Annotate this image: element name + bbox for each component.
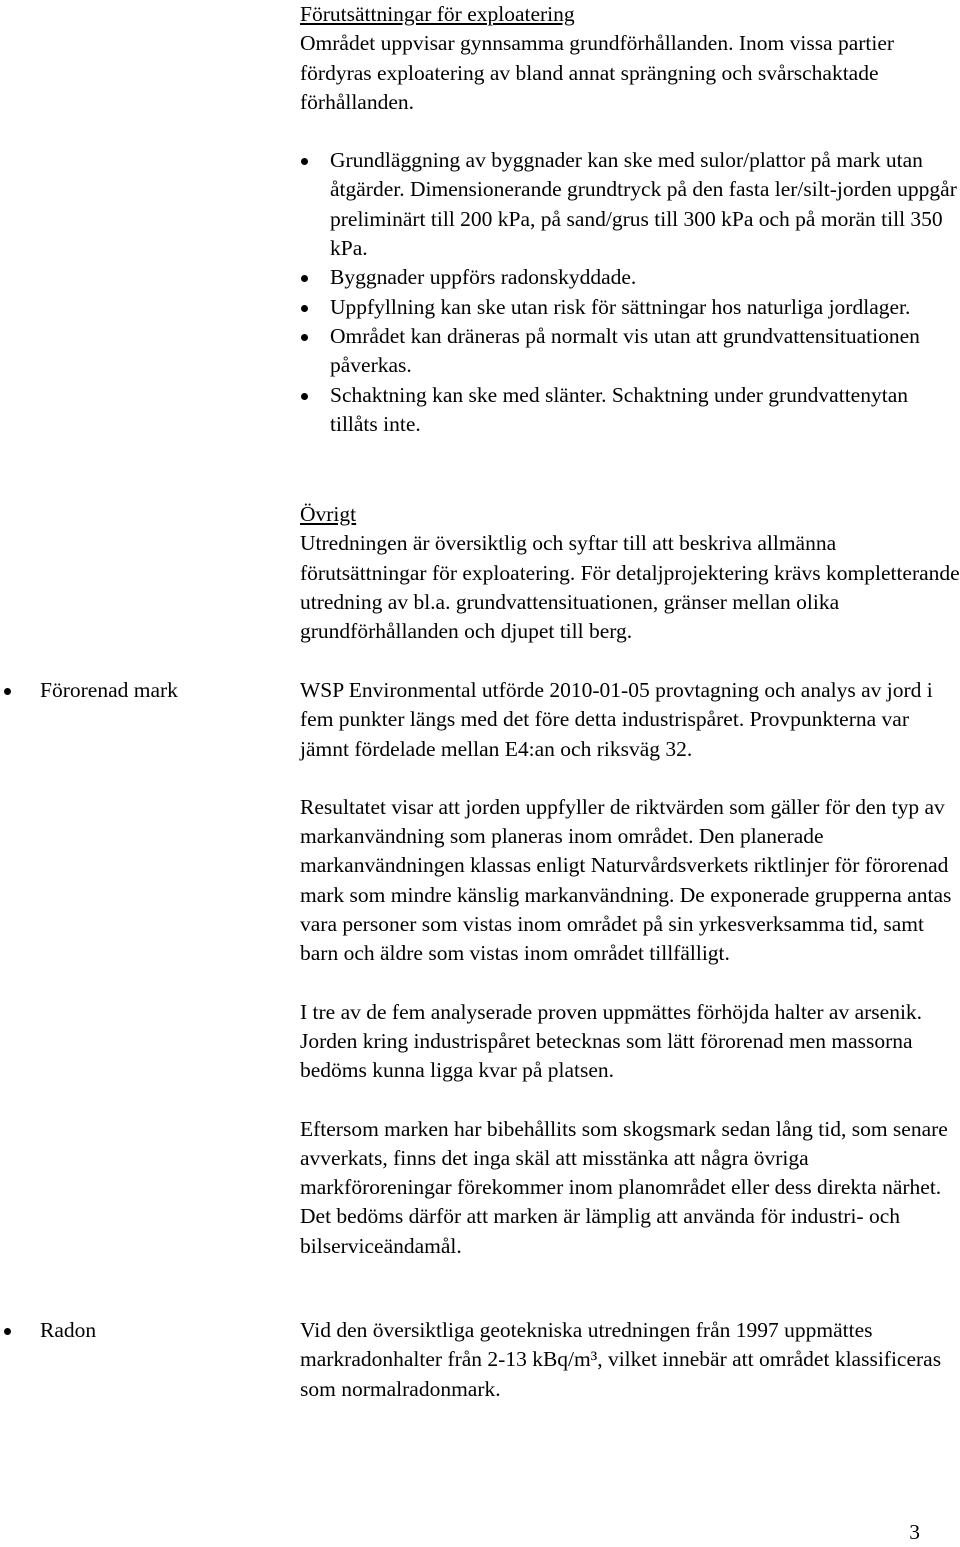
list-item: Uppfyllning kan ske utan risk för sättningar hos naturliga jordlager. — [300, 293, 960, 322]
bullet-icon — [301, 393, 308, 400]
list-item: Schaktning kan ske med slänter. Schaktning under grundvattenytan tillåts inte. — [300, 381, 960, 440]
list-item: Området kan dräneras på normalt vis utan att grundvattensituationen påverkas. — [300, 322, 960, 381]
section-intro: Området uppvisar gynnsamma grundförhållanden. Inom vissa partier fördyras exploatering av bland annat sprängning och svårschaktade förhållanden. — [300, 31, 895, 114]
section-fororenad-mark — [300, 676, 960, 1261]
page-number: 3 — [909, 1520, 920, 1544]
bullet-icon — [301, 275, 308, 282]
document-page: Förutsättningar för exploatering Området uppvisar gynnsamma grundförhållanden. Inom vissa partier fördyras exploatering av bland annat sprängning och svårschaktade förhållanden. Grundläggning av byggnader kan ske med sulor/plattor på mark utan åtgärder. Dimensionerande grundtryck på den fasta ler/silt-jorden uppgår preliminärt till 200 kPa, på sand/grus till 300 kPa och på morän till 350 kPa. Byggnader uppförs radonskyddade. Uppfyllning kan ske utan risk för sättningar hos naturliga jordlager. Området kan dräneras på normalt vis utan att grundvattensituationen påverkas. Schaktning kan ske med slänter. Schaktning under grundvattenytan tillåts inte. Övrigt Utredningen är översiktlig och syftar till att beskriva allmänna förutsättningar för exploatering. För detaljprojektering krävs kompletterande utredning av bl.a. grundvattensituationen, gränser mellan olika grundförhållanden och djupet till berg. Förorenad mark WSP Environmental utförde 2010-01-05 provtagning och analys av jord i fem punkter längs med det före detta industrispåret. Provpunkterna var jämnt fördelade mellan E4:an och riksväg 32. Resultatet visar att jorden uppfyller de riktvärden som gäller för den typ av markanvändning som planeras inom området. Den planerade markanvändningen klassas enligt Naturvårdsverkets riktlinjer för förorenad mark som mindre känslig markanvändning. De exponerade grupperna antas vara personer som vistas inom området på sin yrkesverksamma tid, samt barn och äldre som vistas inom området tillfälligt. I tre av de fem analyserade proven uppmättes förhöjda halter av arsenik. Jorden kring industrispåret betecknas som lätt förorenad men massorna bedöms kunna ligga kvar på platsen. Eftersom marken har bibehållits som skogsmark sedan lång tid, som senare avverkats, finns det inga skäl att misstänka att några övriga markföroreningar förekommer inom planområdet eller dess direkta närhet. Det bedöms därför att marken är lämplig att använda för industri- och bilserviceändamål. Radon Vid den översiktliga geotekniska utredningen från 1997 uppmättes markradonhalter från 2-13 kBq/m³, vilket innebär att området klassificeras som normalradonmark. 3 — [0, 0, 960, 1543]
bullet-icon — [4, 1328, 11, 1335]
bullet-list — [300, 146, 960, 439]
bullet-icon — [301, 305, 308, 312]
section-text: Utredningen är översiktlig och syftar till att beskriva allmänna förutsättningar för exploatering. För detaljprojektering krävs kompletterande utredning av bl.a. grundvattensituationen, gränser mellan olika grundförhållanden och djupet till berg. — [300, 531, 960, 644]
paragraph: Vid den översiktliga geotekniska utredningen från 1997 uppmättes markradonhalter från 2-13 kBq/m³, vilket innebär att området klassificeras som normalradonmark. — [300, 1318, 942, 1401]
bullet-icon — [4, 688, 11, 695]
list-item: Grundläggning av byggnader kan ske med sulor/plattor på mark utan åtgärder. Dimensionerande grundtryck på den fasta ler/silt-jorden uppgår preliminärt till 200 kPa, på sand/grus till 300 kPa och på morän till 350 kPa. — [300, 146, 960, 263]
section-heading: Övrigt — [300, 502, 357, 526]
bullet-icon — [301, 334, 308, 341]
paragraph: I tre av de fem analyserade proven uppmättes förhöjda halter av arsenik. Jorden kring industrispåret betecknas som lätt förorenad men massorna bedöms kunna ligga kvar på platsen. — [300, 999, 923, 1083]
section-exploatering — [300, 0, 960, 439]
section-ovrigt — [300, 500, 960, 646]
paragraph: Eftersom marken har bibehållits som skogsmark sedan lång tid, som senare avverkats, finns det inga skäl att misstänka att några övriga markföroreningar förekommer inom planområdet eller dess direkta närhet. Det bedöms därför att marken är lämplig att använda för industri- och bilserviceändamål. — [300, 1116, 948, 1258]
paragraph: WSP Environmental utförde 2010-01-05 provtagning och analys av jord i fem punkter längs med det före detta industrispåret. Provpunkterna var jämnt fördelade mellan E4:an och riksväg 32. — [300, 678, 933, 761]
section-radon — [300, 1316, 960, 1404]
bullet-icon — [301, 158, 308, 165]
list-item: Byggnader uppförs radonskyddade. — [300, 263, 960, 292]
paragraph: Resultatet visar att jorden uppfyller de riktvärden som gäller för den typ av markanvändning som planeras inom området. Den planerade markanvändningen klassas enligt Naturvårdsverkets riktlinjer för förorenad mark som mindre känslig markanvändning. De exponerade grupperna antas vara personer som vistas inom området på sin yrkesverksamma tid, samt barn och äldre som vistas inom området tillfälligt. — [300, 794, 952, 966]
section-heading: Förutsättningar för exploatering — [300, 2, 575, 26]
